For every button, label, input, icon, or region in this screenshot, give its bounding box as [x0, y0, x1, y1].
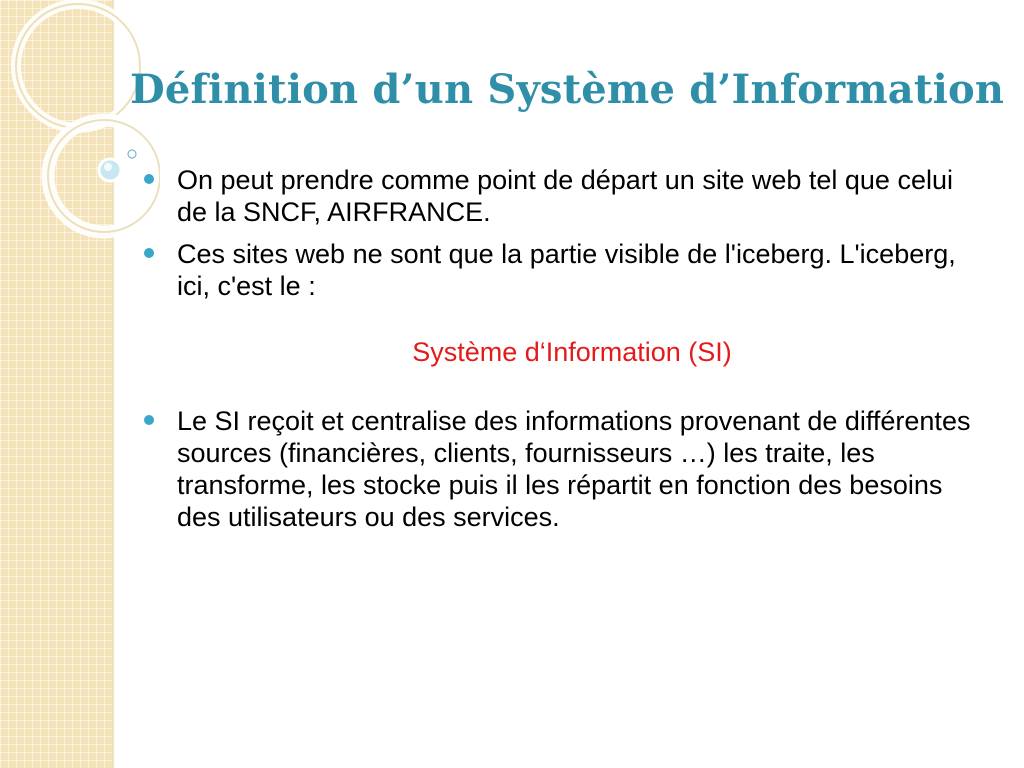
bullet-dot-icon — [144, 174, 154, 184]
bullet-item — [142, 238, 982, 302]
bullet-text: Ces sites web ne sont que la partie visible de l'iceberg. L'iceberg, ici, c'est le : — [177, 239, 956, 301]
bullet-dot-icon — [144, 248, 154, 258]
bullet-dot-icon — [144, 415, 154, 425]
slide-title: Définition d’un Système d’Information — [130, 66, 1005, 113]
bullet-text: Le SI reçoit et centralise des informations provenant de différentes sources (financières, clients, fournisseurs …) les traite, les transforme, les stocke puis il les répartit en fonction des besoins des utilisateurs ou des services. — [177, 406, 971, 532]
decorative-circles-icon — [0, 0, 160, 260]
highlight-text: Système d‘Information (SI) — [412, 337, 732, 367]
slide-content — [142, 164, 982, 533]
bullet-item — [142, 164, 982, 228]
bullet-item — [142, 405, 982, 533]
bullet-text: On peut prendre comme point de départ un site web tel que celui de la SNCF, AIRFRANCE. — [177, 165, 953, 227]
